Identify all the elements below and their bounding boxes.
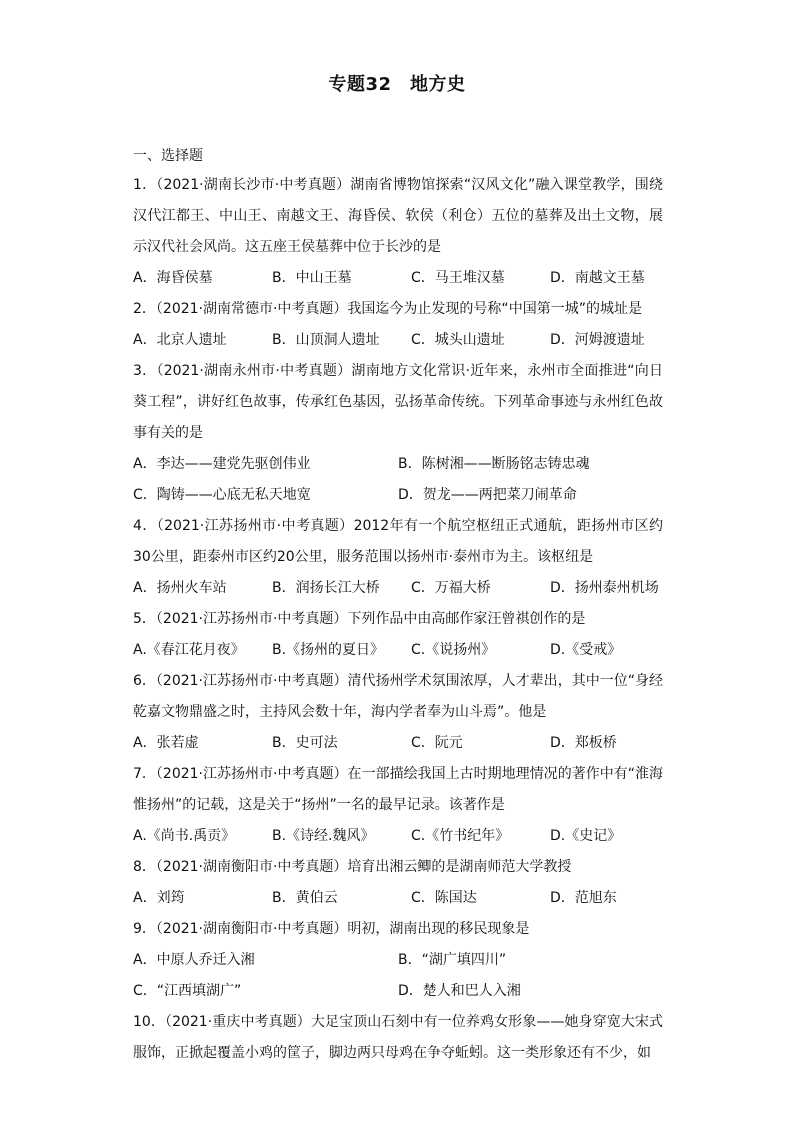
option-row [133,573,663,604]
option-d: D.《受戒》 [550,642,622,658]
question-list [133,170,663,1069]
option-row [133,728,663,759]
option-b: B．山顶洞人遗址 [272,332,380,348]
question-text: 10．（2021·重庆中考真题）大足宝顶山石刻中有一位养鸡女形象——她身穿宽大宋式服饰，正掀起覆盖小鸡的筐子，脚边两只母鸡在争夺蚯蚓。这一类形象还有不少，如 [133,1014,663,1061]
question-text: 7．（2021·江苏扬州市·中考真题）在一部描绘我国上古时期地理情况的著作中有“淮海惟扬州”的记载，这是关于“扬州”一名的最早记录。该著作是 [133,766,663,813]
option-c: C.《说扬州》 [411,642,496,658]
option-c: C.《竹书纪年》 [411,828,510,844]
option-row [133,883,663,914]
option-b: B.《诗经.魏风》 [272,828,375,844]
option-d: D．楚人和巴人入湘 [398,983,521,999]
option-b: B．史可法 [272,735,338,751]
option-a: A．扬州火车站 [133,580,227,596]
option-b: B．黄伯云 [272,890,338,906]
option-d: D．扬州泰州机场 [550,580,659,596]
option-c: C．万福大桥 [411,580,491,596]
question-text: 8．（2021·湖南衡阳市·中考真题）培育出湘云鲫的是湖南师范大学教授 [133,859,572,875]
option-c: C．马王堆汉墓 [411,270,505,286]
option-row [133,945,663,976]
option-b: B．中山王墓 [272,270,352,286]
option-c: C．陶铸——心底无私天地宽 [133,487,311,503]
option-row [133,263,663,294]
option-c: C．陈国达 [411,890,477,906]
question-text: 3．（2021·湖南永州市·中考真题）湖南地方文化常识·近年来，永州市全面推进“向日葵工程”，讲好红色故事，传承红色基因，弘扬革命传统。下列革命事迹与永州红色故事有关的是 [133,363,663,441]
option-a: A.《尚书.禹贡》 [133,828,236,844]
option-row [133,821,663,852]
question-text: 2．（2021·湖南常德市·中考真题）我国迄今为止发现的号称“中国第一城”的城址是 [133,301,642,317]
option-b: B．润扬长江大桥 [272,580,380,596]
option-d: D．贺龙——两把菜刀闹革命 [398,487,577,503]
page-title: 专题32 地方史 [328,74,466,95]
option-d: D．范旭东 [550,890,617,906]
option-d: D.《史记》 [550,828,622,844]
option-a: A．李达——建党先驱创伟业 [133,456,311,472]
option-row [133,976,663,1007]
option-a: A．海昏侯墓 [133,270,213,286]
option-b: B．“湖广填四川” [398,952,507,968]
option-c: C．“江西填湖广” [133,983,242,999]
section-heading: 一、选择题 [133,148,203,164]
option-d: D．河姆渡遗址 [550,332,645,348]
option-a: A．中原人乔迁入湘 [133,952,255,968]
option-row [133,449,663,480]
option-a: A.《春江花月夜》 [133,642,245,658]
question-text: 1．（2021·湖南长沙市·中考真题）湖南省博物馆探索“汉风文化”融入课堂教学，围绕汉代江都王、中山王、南越文王、海昏侯、软侯（利仓）五位的墓葬及出土文物，展示汉代社会风尚。这五座王侯墓葬中位于长沙的是 [133,177,663,255]
option-c: C．城头山遗址 [411,332,505,348]
option-a: A．北京人遗址 [133,332,227,348]
question-text: 9．（2021·湖南衡阳市·中考真题）明初，湖南出现的移民现象是 [133,921,530,937]
option-b: B.《扬州的夏日》 [272,642,385,658]
option-row [133,325,663,356]
option-b: B．陈树湘——断肠铭志铸忠魂 [398,456,590,472]
question-text: 4．（2021·江苏扬州市·中考真题）2012年有一个航空枢纽正式通航，距扬州市区约30公里，距泰州市区约20公里，服务范围以扬州市·泰州市为主。该枢纽是 [133,518,663,565]
option-d: D．郑板桥 [550,735,617,751]
option-a: A．刘筠 [133,890,185,906]
question-text: 5．（2021·江苏扬州市·中考真题）下列作品中由高邮作家汪曾祺创作的是 [133,611,586,627]
question-text: 6．（2021·江苏扬州市·中考真题）清代扬州学术氛围浓厚，人才辈出，其中一位“身经乾嘉文物鼎盛之时，主持风会数十年，海内学者奉为山斗焉”。他是 [133,673,663,720]
option-c: C．阮元 [411,735,463,751]
option-d: D．南越文王墓 [550,270,645,286]
option-row [133,635,663,666]
option-row [133,480,663,511]
option-a: A．张若虚 [133,735,199,751]
